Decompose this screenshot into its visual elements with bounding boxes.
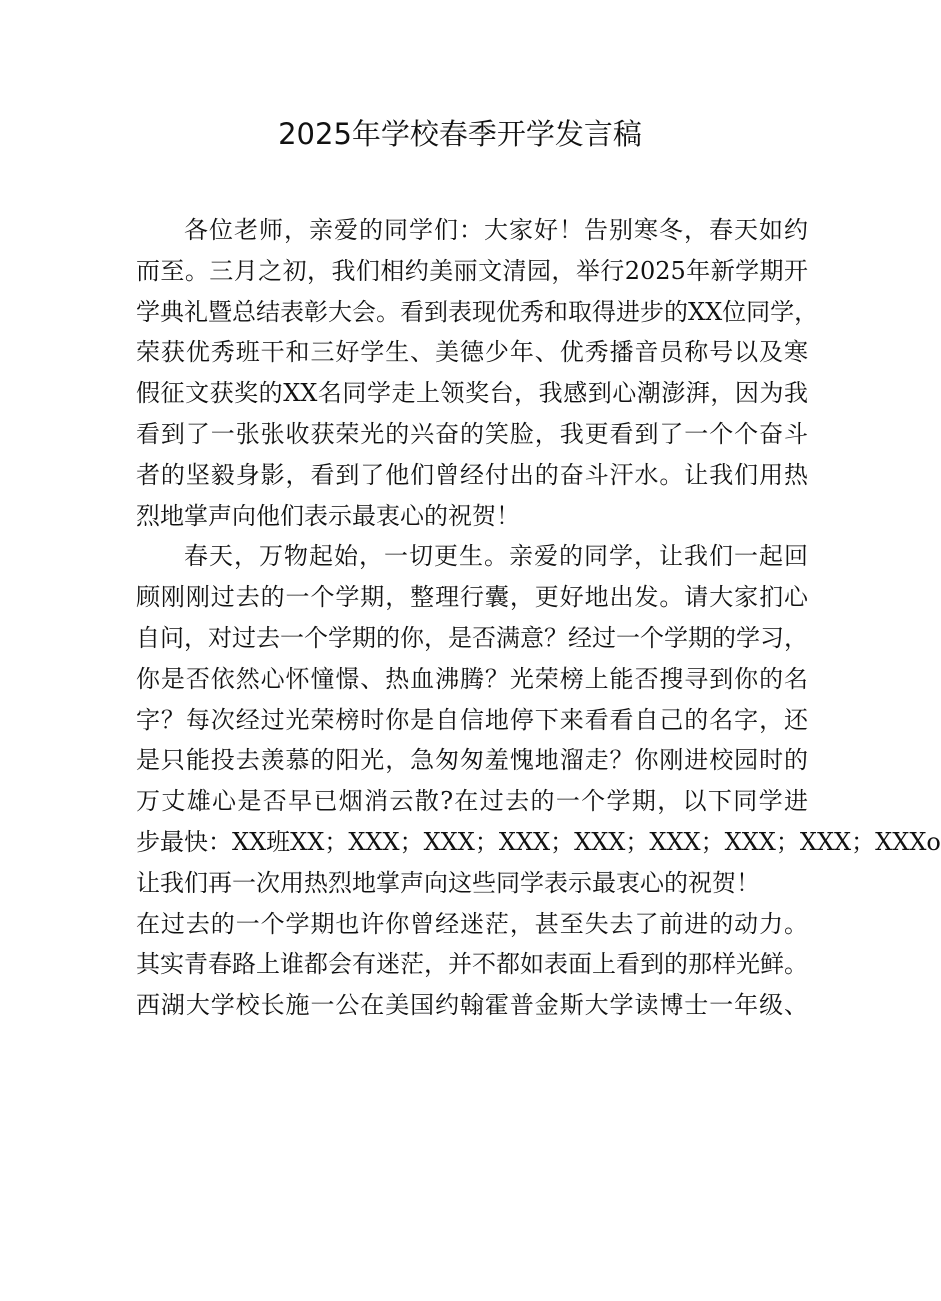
paragraph bbox=[136, 904, 808, 1026]
text-line: 万丈雄心是否早已烟消云散?在过去的一个学期，以下同学进 bbox=[136, 787, 808, 816]
text-line: 各位老师，亲爱的同学们：大家好！告别寒冬，春天如约 bbox=[184, 216, 808, 244]
text-line: 者的坚毅身影，看到了他们曾经付出的奋斗汗水。让我们用热 bbox=[136, 460, 808, 489]
text-line: 你是否依然心怀憧憬、热血沸腾？光荣榜上能否搜寻到你的名 bbox=[136, 664, 808, 693]
text-line: 让我们再一次用热烈地掌声向这些同学表示最衷心的祝贺！ bbox=[136, 868, 760, 897]
text-line: 学典礼暨总结表彰大会。看到表现优秀和取得进步的XX位同学， bbox=[136, 297, 819, 326]
paragraph bbox=[136, 536, 941, 903]
text-line: 步最快：XX班XX；XXX；XXX；XXX；XXX；XXX；XXX；XXX；XXXo bbox=[136, 827, 941, 856]
text-line: 其实青春路上谁都会有迷茫，并不都如表面上看到的那样光鲜。 bbox=[136, 950, 808, 979]
text-line: 字？每次经过光荣榜时你是自信地停下来看看自己的名字，还 bbox=[136, 705, 808, 734]
document-body bbox=[136, 210, 941, 1026]
text-line: 西湖大学校长施一公在美国约翰霍普金斯大学读博士一年级、 bbox=[136, 991, 808, 1020]
text-line: 假征文获奖的XX名同学走上领奖台，我感到心潮澎湃，因为我 bbox=[136, 379, 808, 408]
text-line: 在过去的一个学期也许你曾经迷茫，甚至失去了前进的动力。 bbox=[136, 909, 808, 938]
text-line: 春天，万物起始，一切更生。亲爱的同学，让我们一起回 bbox=[184, 542, 808, 571]
text-line: 烈地掌声向他们表示最衷心的祝贺！ bbox=[136, 501, 520, 530]
text-line: 自问，对过去一个学期的你，是否满意？经过一个学期的学习， bbox=[136, 623, 808, 652]
text-line: 看到了一张张收获荣光的兴奋的笑脸，我更看到了一个个奋斗 bbox=[136, 419, 808, 448]
text-line: 顾刚刚过去的一个学期，整理行囊，更好地出发。请大家扪心 bbox=[136, 583, 808, 612]
text-line: 荣获优秀班干和三好学生、美德少年、优秀播音员称号以及寒 bbox=[136, 338, 808, 367]
text-line: 是只能投去羡慕的阳光，急匆匆羞愧地溜走？你刚进校园时的 bbox=[136, 746, 808, 775]
document-title: 2025年学校春季开学发言稿 bbox=[278, 117, 642, 151]
paragraph bbox=[136, 210, 819, 536]
text-line: 而至。三月之初，我们相约美丽文清园，举行2025年新学期开 bbox=[136, 256, 808, 285]
